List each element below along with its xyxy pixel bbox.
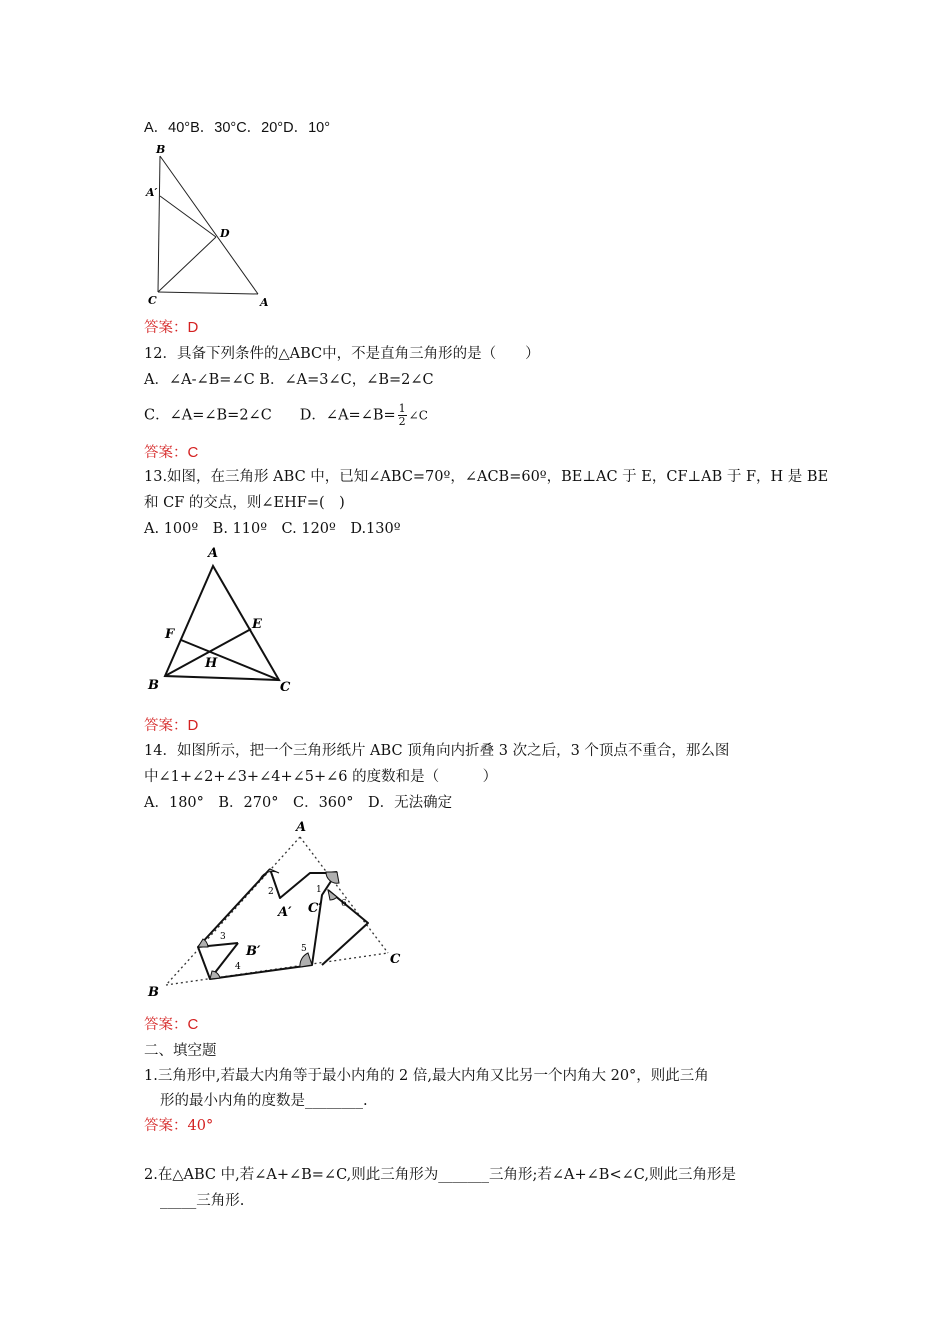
fig14-angle-4: 4 [235,962,241,972]
q13-stem-line1: 13.如图，在三角形 ABC 中，已知∠ABC=70º，∠ACB=60º，BE⊥AC 于 E，CF⊥AB 于 F，H 是 BE [144,469,829,485]
q14-options: A．180° B．270° C．360° D．无法确定 [144,795,453,811]
q12-option-c: C．∠A=∠B=2∠C [144,407,272,424]
fill-q1-line1: 1.三角形中,若最大内角等于最小内角的 2 倍,最大内角又比另一个内角大 20°，则此三角 [144,1068,709,1084]
q13-figure [140,542,300,697]
fill-q1-answer: 答案：40° [144,1118,214,1134]
q11-answer: 答案：D [144,319,199,336]
fig14-angle-5: 5 [301,944,307,954]
q12-fraction: $\frac{1}{2}$ [398,402,406,428]
fig13-label-h: H [205,656,218,671]
q12-option-d: D．∠A=∠B= [299,407,396,424]
fig13-label-a: A [208,546,219,561]
q14-stem-line1: 14．如图所示，把一个三角形纸片 ABC 顶角向内折叠 3 次之后，3 个顶点不重合，那么图 [144,743,730,759]
q12-stem: 12．具备下列条件的△ABC中，不是直角三角形的是（ ） [144,346,540,362]
fig14-label-b: B [148,985,159,1000]
q13-answer: 答案：D [144,717,199,734]
fig11-label-d: D [220,227,230,240]
fig14-label-a-prime: A′ [278,905,292,920]
fig14-label-c-prime: C′ [308,901,322,916]
fig13-label-c: C [280,680,291,695]
q11-options: A．40°B．30°C．20°D．10° [144,120,330,136]
fig13-label-b: B [148,678,159,693]
fig13-label-e: E [252,617,262,632]
fig11-label-c: C [148,294,157,307]
q11-figure [140,142,280,312]
q12-answer: 答案：C [144,444,199,461]
fig14-angle-3: 3 [220,932,226,942]
q12-options-cd: C．∠A=∠B=2∠C D．∠A=∠B= $\frac{1}{2}$ ∠C [144,402,428,428]
fig14-label-a: A [296,820,307,835]
q14-answer: 答案：C [144,1016,199,1033]
q12-options-ab: A．∠A-∠B=∠C B．∠A=3∠C，∠B=2∠C [144,372,434,388]
q13-options: A. 100º B. 110º C. 120º D.130º [144,521,401,537]
fill-q2-line2: _____三角形. [160,1193,245,1209]
fig14-angle-2: 2 [268,887,274,897]
fig14-angle-1: 1 [316,885,322,895]
q14-stem-line2: 中∠1+∠2+∠3+∠4+∠5+∠6 的度数和是（ ） [144,769,498,785]
fig14-label-c: C [390,952,401,967]
fig11-label-a: A [260,296,269,309]
q14-figure [140,815,420,1005]
fill-q2-line1: 2.在△ABC 中,若∠A+∠B=∠C,则此三角形为_______三角形;若∠A+∠B<∠C,则此三角形是 [144,1167,736,1183]
fig11-label-b: B [156,143,166,156]
fig13-label-f: F [165,627,175,642]
q13-stem-line2: 和 CF 的交点，则∠EHF=( ) [144,495,345,511]
section2-heading: 二、填空题 [144,1043,217,1059]
fig14-label-b-prime: B′ [246,944,261,959]
fill-q1-line2: 形的最小内角的度数是________. [160,1093,368,1109]
fig14-angle-6: 6 [341,899,347,909]
fig11-label-a-prime: A′ [146,186,158,199]
